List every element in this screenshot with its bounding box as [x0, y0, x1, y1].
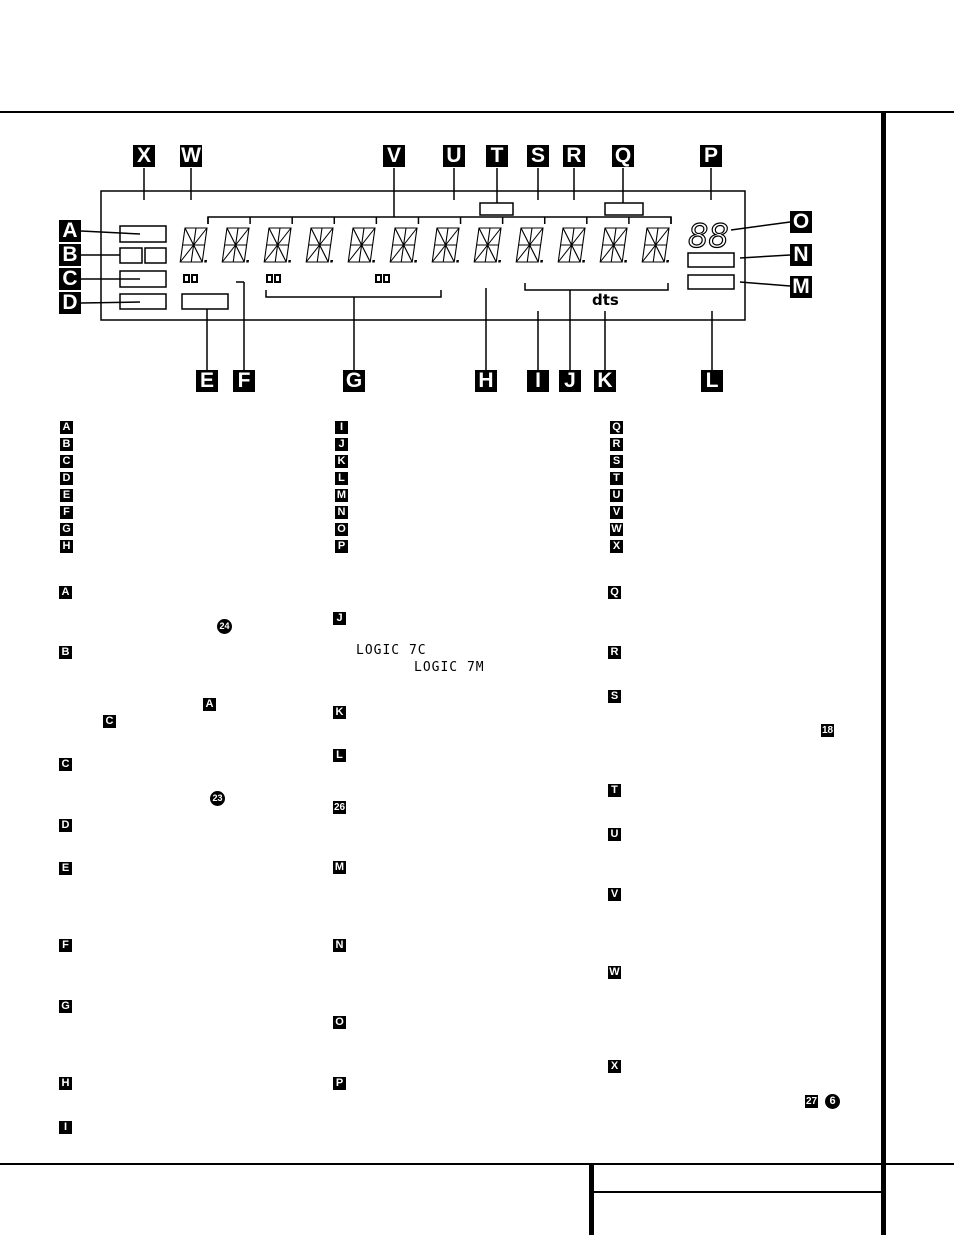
desc-marker-f: F [59, 939, 72, 952]
callout-e: E [196, 370, 218, 392]
callout-d: D [59, 292, 81, 314]
legend-badge-p: P [335, 540, 348, 553]
desc-marker-k: K [333, 706, 346, 719]
segment-digit [474, 228, 505, 263]
legend-badge-f: F [60, 506, 73, 519]
indicator-b-box-right [145, 248, 166, 263]
callout-l: L [701, 370, 723, 392]
segment-digits [180, 228, 673, 263]
desc-marker-l: L [333, 749, 346, 762]
desc-marker-c: C [59, 758, 72, 771]
desc-marker-n: N [333, 939, 346, 952]
bracket-v [208, 217, 671, 224]
desc-marker-v: V [608, 888, 621, 901]
legend-badge-e: E [60, 489, 73, 502]
ref-24: 24 [217, 619, 232, 634]
footer-divider [589, 1163, 594, 1235]
segment-digit [558, 228, 589, 263]
indicator-e-box [182, 294, 228, 309]
legend-badge-q: Q [610, 421, 623, 434]
ref-c: C [103, 715, 116, 728]
legend-badge-w: W [611, 523, 622, 535]
legend-badge-v: V [610, 506, 623, 519]
callout-s: S [527, 145, 549, 167]
bracket-g [266, 290, 441, 297]
callout-o: O [790, 211, 812, 233]
desc-marker-x: X [608, 1060, 621, 1073]
desc-marker-i: I [59, 1121, 72, 1134]
callout-i: I [527, 370, 549, 392]
callout-v: V [383, 145, 405, 167]
callout-w: W [181, 144, 201, 167]
legend-badge-u: U [610, 489, 623, 502]
desc-marker-p: P [333, 1077, 346, 1090]
ref-27: 27 [805, 1096, 818, 1107]
callout-x: X [133, 145, 155, 167]
dts-logo: dts [592, 291, 619, 309]
legend-badge-k: K [335, 455, 348, 468]
legend-badge-d: D [60, 472, 73, 485]
front-panel-display-diagram [0, 0, 954, 400]
callout-h: H [475, 370, 497, 392]
desc-marker-d: D [59, 819, 72, 832]
callout-t: T [486, 145, 508, 167]
segment-digit [516, 228, 547, 263]
desc-marker-o: O [333, 1016, 346, 1029]
ref-a: A [203, 698, 216, 711]
dolby-icon-f [183, 274, 198, 283]
ref-23: 23 [210, 791, 225, 806]
dolby-icon-g2 [375, 274, 390, 283]
leader-line [81, 302, 140, 303]
desc-marker-e: E [59, 862, 72, 875]
segment-digit [642, 228, 673, 263]
callout-m: M [790, 276, 812, 298]
legend-badge-r: R [610, 438, 623, 451]
callout-k: K [594, 370, 616, 392]
footer-inner-rule [591, 1191, 883, 1193]
display-frame [101, 191, 745, 320]
leader-line [731, 222, 790, 230]
segment-digit [180, 228, 211, 263]
callout-b: B [59, 244, 81, 266]
segment-digit [600, 228, 631, 263]
desc-marker-t: T [608, 784, 621, 797]
desc-marker-u: U [608, 828, 621, 841]
legend-badge-b: B [60, 438, 73, 451]
legend-badge-n: N [335, 506, 348, 519]
indicator-t-box [480, 203, 513, 215]
segment-digit [390, 228, 421, 263]
leader-line [740, 282, 790, 286]
callout-c: C [59, 268, 81, 290]
dolby-icon-g1 [266, 274, 281, 283]
indicator-n-box [688, 253, 734, 267]
desc-marker-26: 26 [333, 802, 346, 813]
desc-marker-g: G [59, 1000, 72, 1013]
logic-7m-label: LOGIC 7M [414, 660, 485, 675]
logic-7c-label: LOGIC 7C [356, 643, 427, 658]
leader-line [740, 255, 790, 258]
callout-g: G [343, 370, 365, 392]
callout-f: F [233, 370, 255, 392]
leader-line [81, 231, 140, 234]
indicator-m-box [688, 275, 734, 289]
segment-digit [264, 228, 295, 263]
callout-j: J [559, 370, 581, 392]
ref-6: 6 [825, 1094, 840, 1109]
callout-q: Q [612, 145, 634, 167]
legend-badge-t: T [610, 472, 623, 485]
desc-marker-j: J [333, 612, 346, 625]
indicator-q-box [605, 203, 643, 215]
callout-a: A [59, 220, 81, 242]
callout-p: P [700, 145, 722, 167]
bottom-rule [0, 1163, 954, 1165]
legend-badge-h: H [60, 540, 73, 553]
indicator-b-box-left [120, 248, 142, 263]
callout-r: R [563, 145, 585, 167]
legend-badge-i: I [335, 421, 348, 434]
legend-badge-s: S [610, 455, 623, 468]
bracket-j [525, 283, 668, 290]
desc-marker-a: A [59, 586, 72, 599]
legend-badge-a: A [60, 421, 73, 434]
legend-badge-j: J [335, 438, 348, 451]
desc-marker-r: R [608, 646, 621, 659]
legend-badge-c: C [60, 455, 73, 468]
desc-marker-b: B [59, 646, 72, 659]
legend-badge-o: O [335, 523, 348, 536]
two-digit-readout: 88 [688, 217, 729, 255]
desc-marker-m: M [334, 861, 345, 873]
desc-marker-h: H [59, 1077, 72, 1090]
desc-marker-s: S [608, 690, 621, 703]
ref-18: 18 [821, 725, 834, 736]
desc-marker-q: Q [608, 586, 621, 599]
segment-digit [432, 228, 463, 263]
legend-badge-g: G [60, 523, 73, 536]
legend-badge-l: L [335, 472, 348, 485]
segment-digit [222, 228, 253, 263]
segment-digit [306, 228, 337, 263]
segment-digit [348, 228, 379, 263]
callout-u: U [443, 145, 465, 167]
callout-n: N [790, 244, 812, 266]
legend-badge-x: X [610, 540, 623, 553]
legend-badge-m: M [336, 489, 347, 501]
desc-marker-w: W [609, 966, 620, 978]
